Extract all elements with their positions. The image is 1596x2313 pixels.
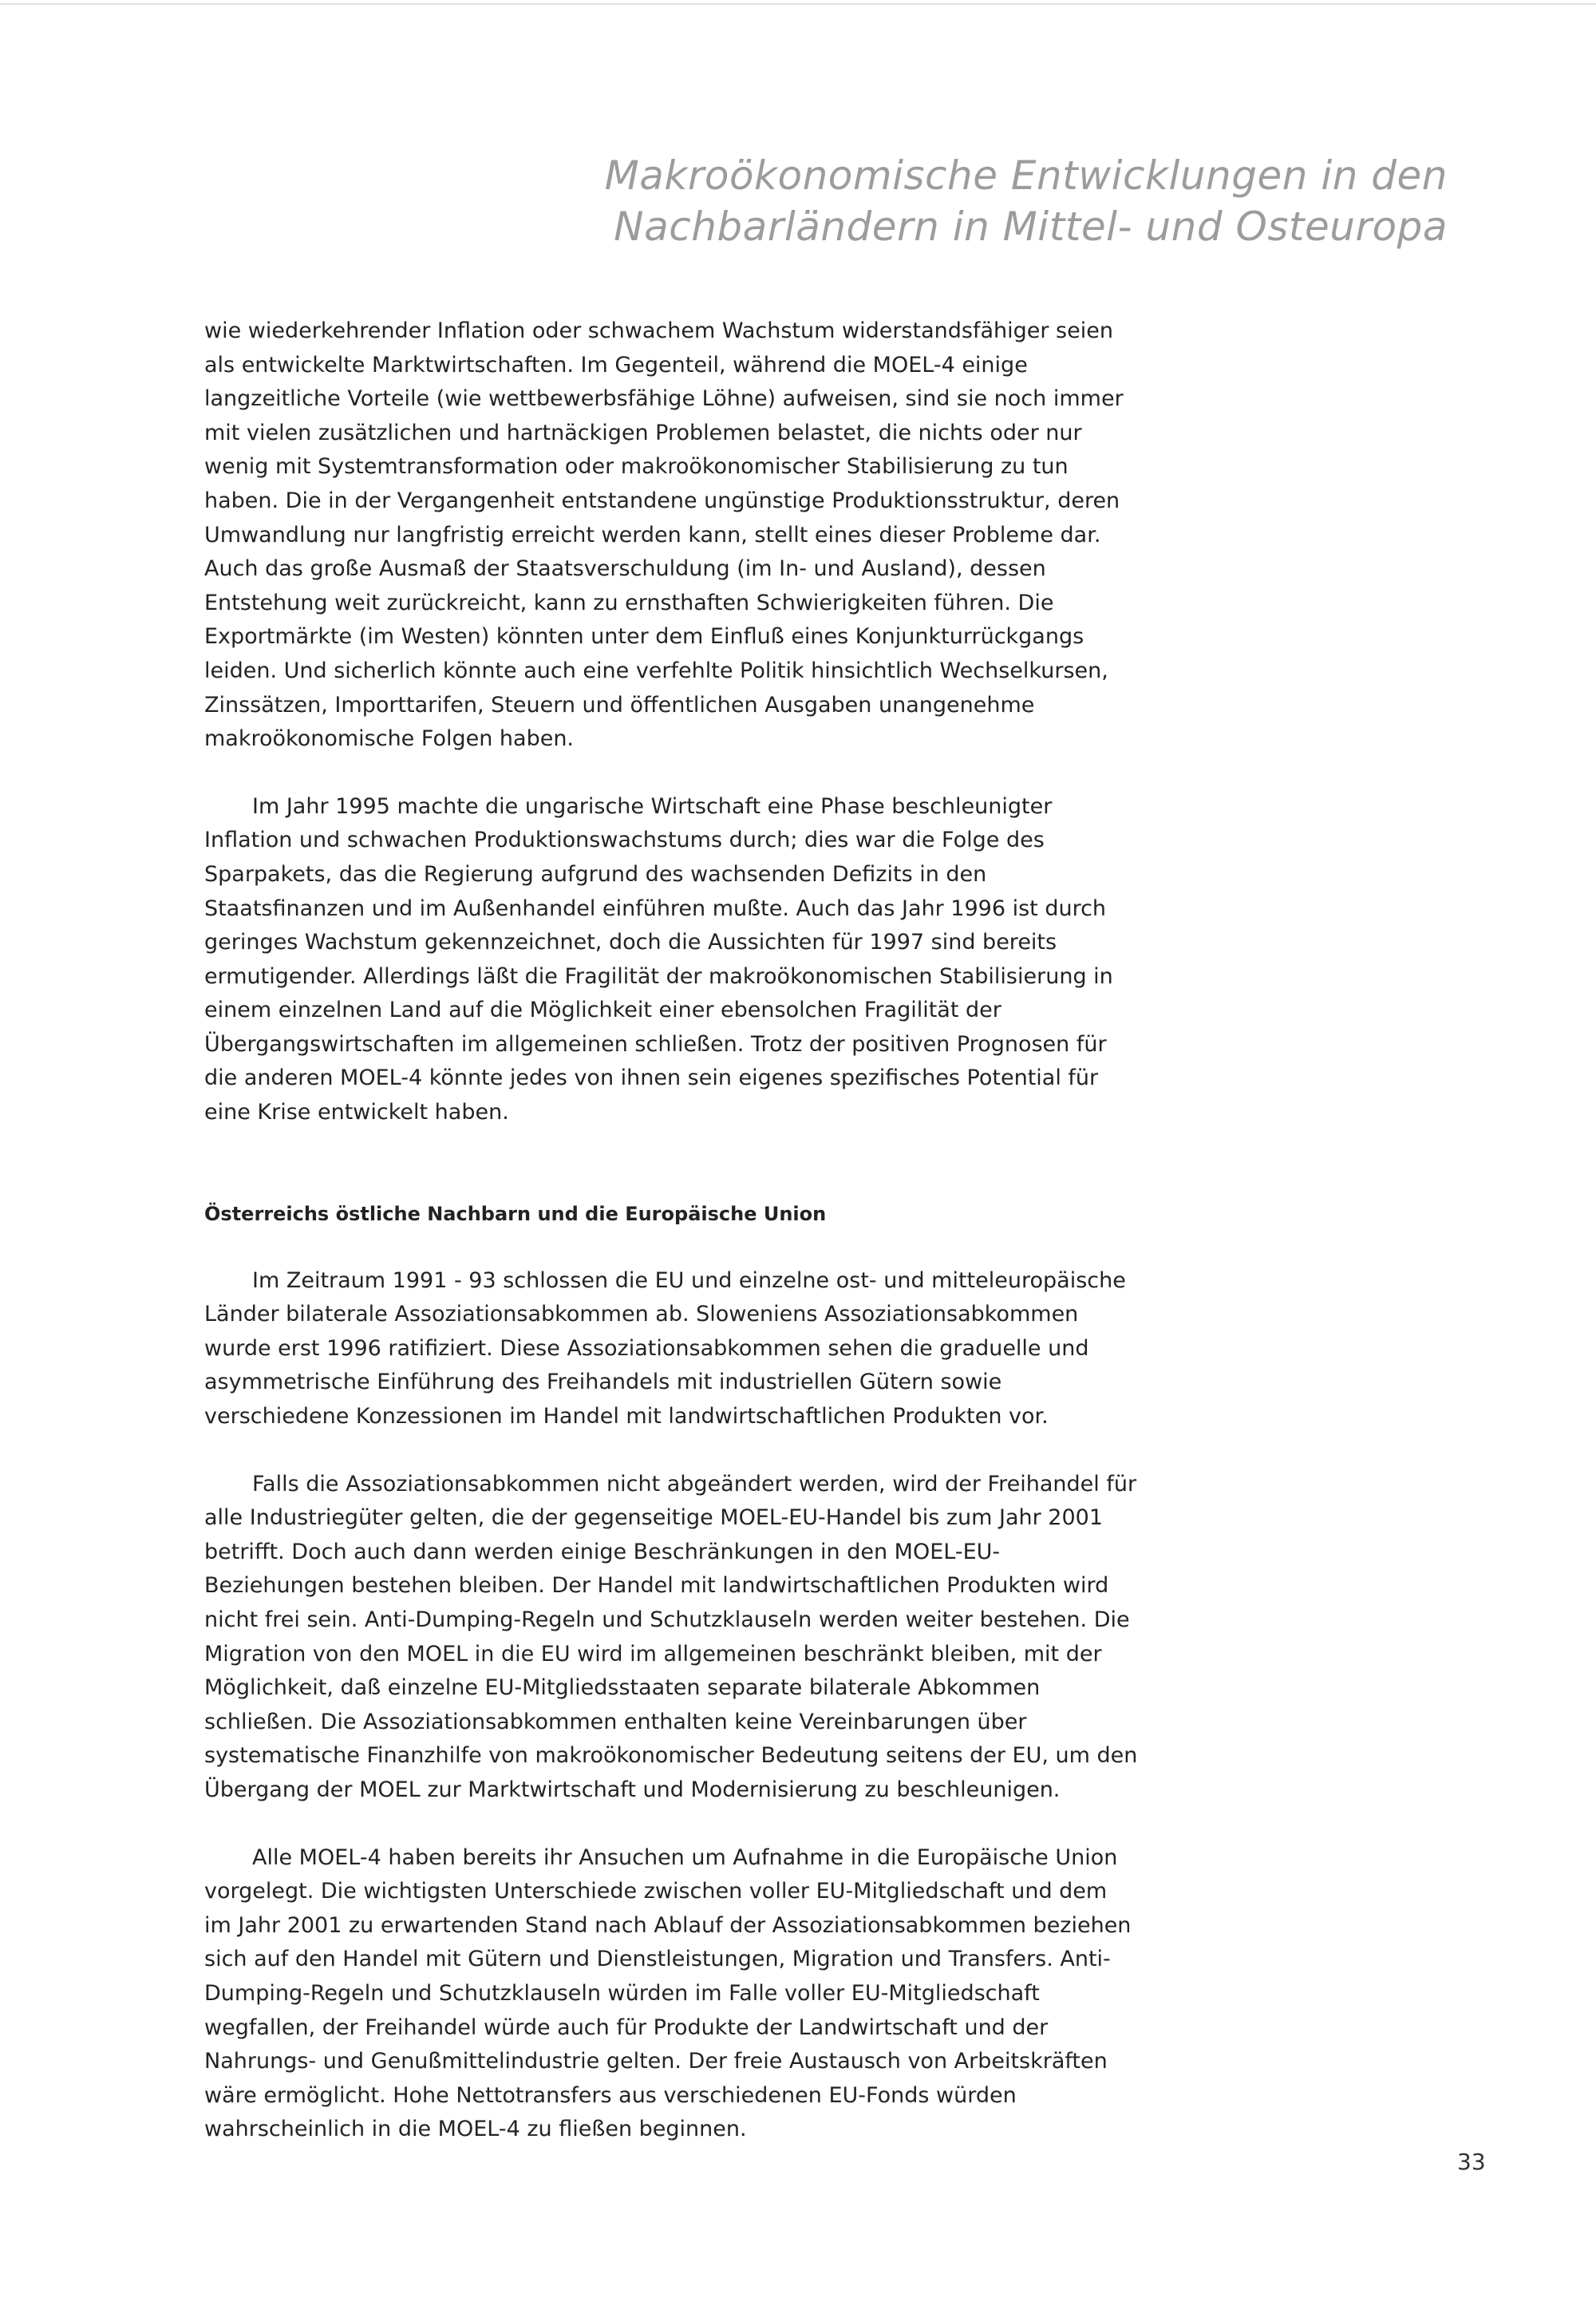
section-heading: Österreichs östliche Nachbarn und die Europäische Union — [204, 1202, 827, 1225]
running-title-line-2: Nachbarländern in Mittel- und Osteuropa — [614, 204, 1448, 250]
paragraph-spacer — [204, 757, 1138, 790]
paragraph-spacer — [204, 1808, 1138, 1841]
running-title — [490, 150, 1448, 252]
paragraph-spacer — [204, 1434, 1138, 1468]
section-spacer — [204, 1130, 1138, 1197]
paragraph-continued: wie wiederkehrender Inflation oder schwachem Wachstum widerstandsfähiger seien als entwickelte Marktwirtschaften. Im Gegenteil, während die MOEL-4 einige langzeitliche Vorteile (wie wettbewerbsfähige Löhne) aufweisen, sind sie noch immer mit vielen zusätzlichen und hartnäckigen Problemen belastet, die nichts oder nur wenig mit Systemtransformation oder makroökonomischer Stabilisierung zu tun haben. Die in der Vergangenheit entstandene ungünstige Produktionsstruktur, deren Umwandlung nur langfristig erreicht werden kann, stellt eines dieser Probleme dar. Auch das große Ausmaß der Staatsverschuldung (im In- und Ausland), dessen Entstehung weit zurückreicht, kann zu ernsthaften Schwierigkeiten führen. Die Exportmärkte (im Westen) könnten unter dem Einfluß eines Konjunkturrückgangs leiden. Und sicherlich könnte auch eine verfehlte Politik hinsichtlich Wechselkursen, Zinssätzen, Importtarifen, Steuern und öffentlichen Ausgaben unangenehme makroökonomische Folgen haben. — [204, 318, 1124, 752]
paragraph-association-agreements: Im Zeitraum 1991 - 93 schlossen die EU und einzelne ost- und mitteleuropäische Länder bilaterale Assoziationsabkommen ab. Sloweniens Assoziationsabkommen wurde erst 1996 ratifiziert. Diese Assoziationsabkommen sehen die graduelle und asymmetrische Einführung des Freihandels mit industriellen Gütern sowie verschiedene Konzessionen im Handel mit landwirtschaftlichen Produkten vor. — [204, 1267, 1126, 1429]
paragraph-eu-membership: Alle MOEL-4 haben bereits ihr Ansuchen um Aufnahme in die Europäische Union vorgelegt. Die wichtigsten Unterschiede zwischen voller EU-Mitgliedschaft und dem im Jahr 2001 zu erwartenden Stand nach Ablauf der Assoziationsabkommen beziehen sich auf den Handel mit Gütern und Dienstleistungen, Migration und Transfers. Anti-Dumping-Regeln und Schutzklauseln würden im Falle voller EU-Mitgliedschaft wegfallen, der Freihandel würde auch für Produkte der Landwirtschaft und der Nahrungs- und Genußmittelindustrie gelten. Der freie Austausch von Arbeitskräften wäre ermöglicht. Hohe Nettotransfers aus verschiedenen EU-Fonds würden wahrscheinlich in die MOEL-4 zu fließen beginnen. — [204, 1844, 1132, 2142]
paragraph-hungary: Im Jahr 1995 machte die ungarische Wirtschaft eine Phase beschleunigter Inflation und schwachen Produktionswachstums durch; dies war die Folge des Sparpakets, das die Regierung aufgrund des wachsenden Defizits in den Staatsfinanzen und im Außenhandel einführen mußte. Auch das Jahr 1996 ist durch geringes Wachstum gekennzeichnet, doch die Aussichten für 1997 sind bereits ermutigender. Allerdings läßt die Fragilität der makroökonomischen Stabilisierung in einem einzelnen Land auf die Möglichkeit einer ebensolchen Fragilität der Übergangswirtschaften im allgemeinen schließen. Trotz der positiven Prognosen für die anderen MOEL-4 könnte jedes von ihnen sein eigenes spezifisches Potential für eine Krise entwickelt haben. — [204, 793, 1113, 1125]
page-number: 33 — [1457, 2149, 1486, 2175]
main-text-column — [204, 314, 1138, 2147]
top-rule — [0, 3, 1596, 5]
running-title-line-1: Makroökonomische Entwicklungen in den — [604, 152, 1448, 199]
paragraph-free-trade: Falls die Assoziationsabkommen nicht abgeändert werden, wird der Freihandel für alle Industriegüter gelten, die der gegenseitige MOEL-EU-Handel bis zum Jahr 2001 betrifft. Doch auch dann werden einige Beschränkungen in den MOEL-EU-Beziehungen bestehen bleiben. Der Handel mit landwirtschaftlichen Produkten wird nicht frei sein. Anti-Dumping-Regeln und Schutzklauseln werden weiter bestehen. Die Migration von den MOEL in die EU wird im allgemeinen beschränkt bleiben, mit der Möglichkeit, daß einzelne EU-Mitgliedsstaaten separate bilaterale Abkommen schließen. Die Assoziationsabkommen enthalten keine Vereinbarungen über systematische Finanzhilfe von makroökonomischer Bedeutung seitens der EU, um den Übergang der MOEL zur Marktwirtschaft und Modernisierung zu beschleunigen. — [204, 1471, 1138, 1802]
heading-spacer — [204, 1231, 1138, 1264]
